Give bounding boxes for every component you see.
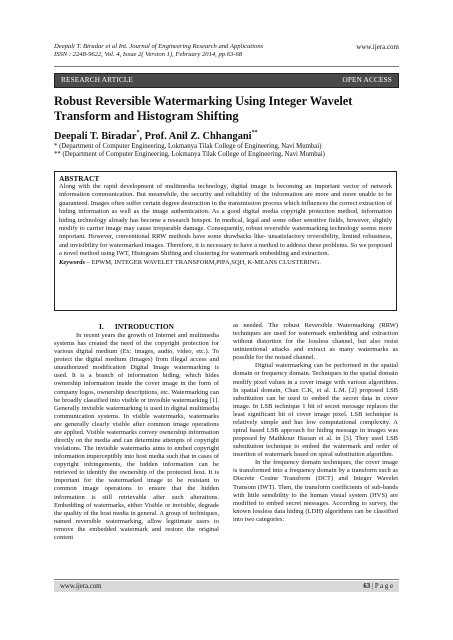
abstract-text: Along with the rapid development of multimedia technology, digital image is becoming an important vector of network information communication. But meanwhile, the security and reliability of the information are more and more unable to be guaranteed. Images often suffer certain degree destruction in the transmission process which influences the correct extraction of hiding information as well as the image authentication. As a good digital media copyright protection method, information hiding technology already has become a research hotspot. In medical, legal and some other sensitive fields, however, slightly modify to carrier image may cause irreparable damage. Consequently, robust reversible watermarking technology seems more important. However, conventional RRW methods have some drawbacks like- unsatisfactory reversibility, limited robustness, and invisibility for watermarked images. Therefore, it is necessary to have a method to address these problems. So we proposed a novel method using IWT, Histogram Shifting and clustering for watermark embedding and extraction. xyxy=(59,183,392,258)
abstract-heading: ABSTRACT xyxy=(59,174,100,183)
author-2: , Prof. Anil Z. Chhangani xyxy=(139,131,252,142)
author-line xyxy=(54,127,258,143)
keywords-label: Keywords xyxy=(59,258,85,266)
article-type-banner xyxy=(54,73,399,88)
footer-website: www.ijera.com xyxy=(60,583,102,590)
paper-title: Robust Reversible Watermarking Using Integer Wavelet Transform and Histogram Shifting xyxy=(54,94,353,123)
journal-citation xyxy=(54,43,263,60)
page-label: | P a g e xyxy=(370,583,393,590)
intro-paragraph-3: Digital watermarking can be performed in the spatial domain or frequency domain. Techniques in the spatial domain modify pixel values in a cover image with various algorithms. In spatial domain, Chan C.K, et al. L.M. [2] proposed LSB substitution can be used to embed the secret data in cover image. In LSB technique 1 bit of secret message replaces the least significant bit of cover image pixel. LSB technique is relatively simple and has low computational complexity. A spiral based LSB approach for hiding message in images was proposed by Mathkour Hassan et al. in [3]. They used LSB substitution technique to embed the watermark and order of insertion of watermark based on spiral substitution algorithm. xyxy=(233,362,398,459)
running-header xyxy=(54,43,399,63)
abstract-box xyxy=(54,171,397,311)
footer-page xyxy=(363,581,393,592)
section-heading-introduction: I. INTRODUCTION xyxy=(99,322,174,331)
page-footer xyxy=(54,581,399,592)
citation-line-2: ISSN : 2248-9622, Vol. 4, Issue 2( Version 1), February 2014, pp.63-68 xyxy=(54,51,243,59)
footer-rule xyxy=(54,579,399,580)
page-number: 63 xyxy=(363,583,371,590)
author-1-mark: * xyxy=(136,130,140,136)
header-rule xyxy=(54,66,399,67)
left-column xyxy=(54,322,219,542)
citation-line-1: Deepali T. Biradar et al Int. Journal of Engineering Research and Applications xyxy=(54,43,264,50)
intro-paragraph-1: In recent years the growth of Internet and multimedia systems has created the need of the copyright protection for various digital medium (Ex: images, audio, video, etc.). To protect the digital medium (Images) from illegal access and unauthorized modification Digital Image watermarking is used. It is a branch of information hiding, which hides ownership information inside the cover image in the form of company logos, ownership descriptions, etc. Watermarking can be broadly classified into visible or invisible watermarking [1]. Generally invisible watermarking is used in digital multimedia communication systems. In visible watermarks, watermarks are generally clearly visible after common image operations are applied. Visible watermarks convey ownership information directly on the media and can determine attempts of copyright violations. The invisible watermarks aims to embed copyright information imperceptibly into host media such that in cases of copyright infringements, the hidden information can be retrieved to identify the ownership of the protected host. It is important for the watermarked image to be resistant to common image operations to ensure that the hidden information is still retrievable after such alterations. Embedding of watermarks, either Visible or invisible, degrade the quality of the host media in general. A group of techniques, named reversible watermarking, allow legitimate users to remove the embedded watermark and restore the original content xyxy=(54,332,219,541)
journal-website: www.ijera.com xyxy=(356,43,399,51)
intro-paragraph-2: as needed. The robust Reversible Watermarking (RRW) techniques are used for watermark embedding and extraction without distortion for the lossless channel, but also resist unintentional attacks and extract as many watermarks as possible for the noised channel. xyxy=(233,322,398,362)
affiliation-2: ** (Department of Computer Engineering, Lokmanya Tilak College of Engineering, Navi Mumbai) xyxy=(54,151,325,158)
keywords-text: – EPWM, INTEGER WAVELET TRANSFORM,PIPA,SQH, K-MEANS CLUSTERING. xyxy=(85,258,321,266)
affiliation-1: * (Department of Computer Engineering, Lokmanya Tilak College of Engineering, Navi Mumbai) xyxy=(54,143,322,150)
article-type-label: RESEARCH ARTICLE xyxy=(61,76,134,84)
intro-paragraph-4: In the frequency domain techniques, the cover image is transformed into a frequency domain by a transform such as Discrete Cosine Transform (DCT) and Integer Wavelet Transom (IWT). Then, the transform coefficients of sub-bands with little sensibility to the human visual system (HVS) are modified to embed secret messages. According to survey, the known lossless data hiding (LDH) algorithms can be classified into two categories: xyxy=(233,459,398,523)
right-column xyxy=(233,322,398,524)
access-type-label: OPEN ACCESS xyxy=(342,76,392,84)
keywords-line xyxy=(59,259,392,267)
author-2-mark: ** xyxy=(251,130,258,136)
author-1: Deepali T. Biradar xyxy=(54,131,137,142)
